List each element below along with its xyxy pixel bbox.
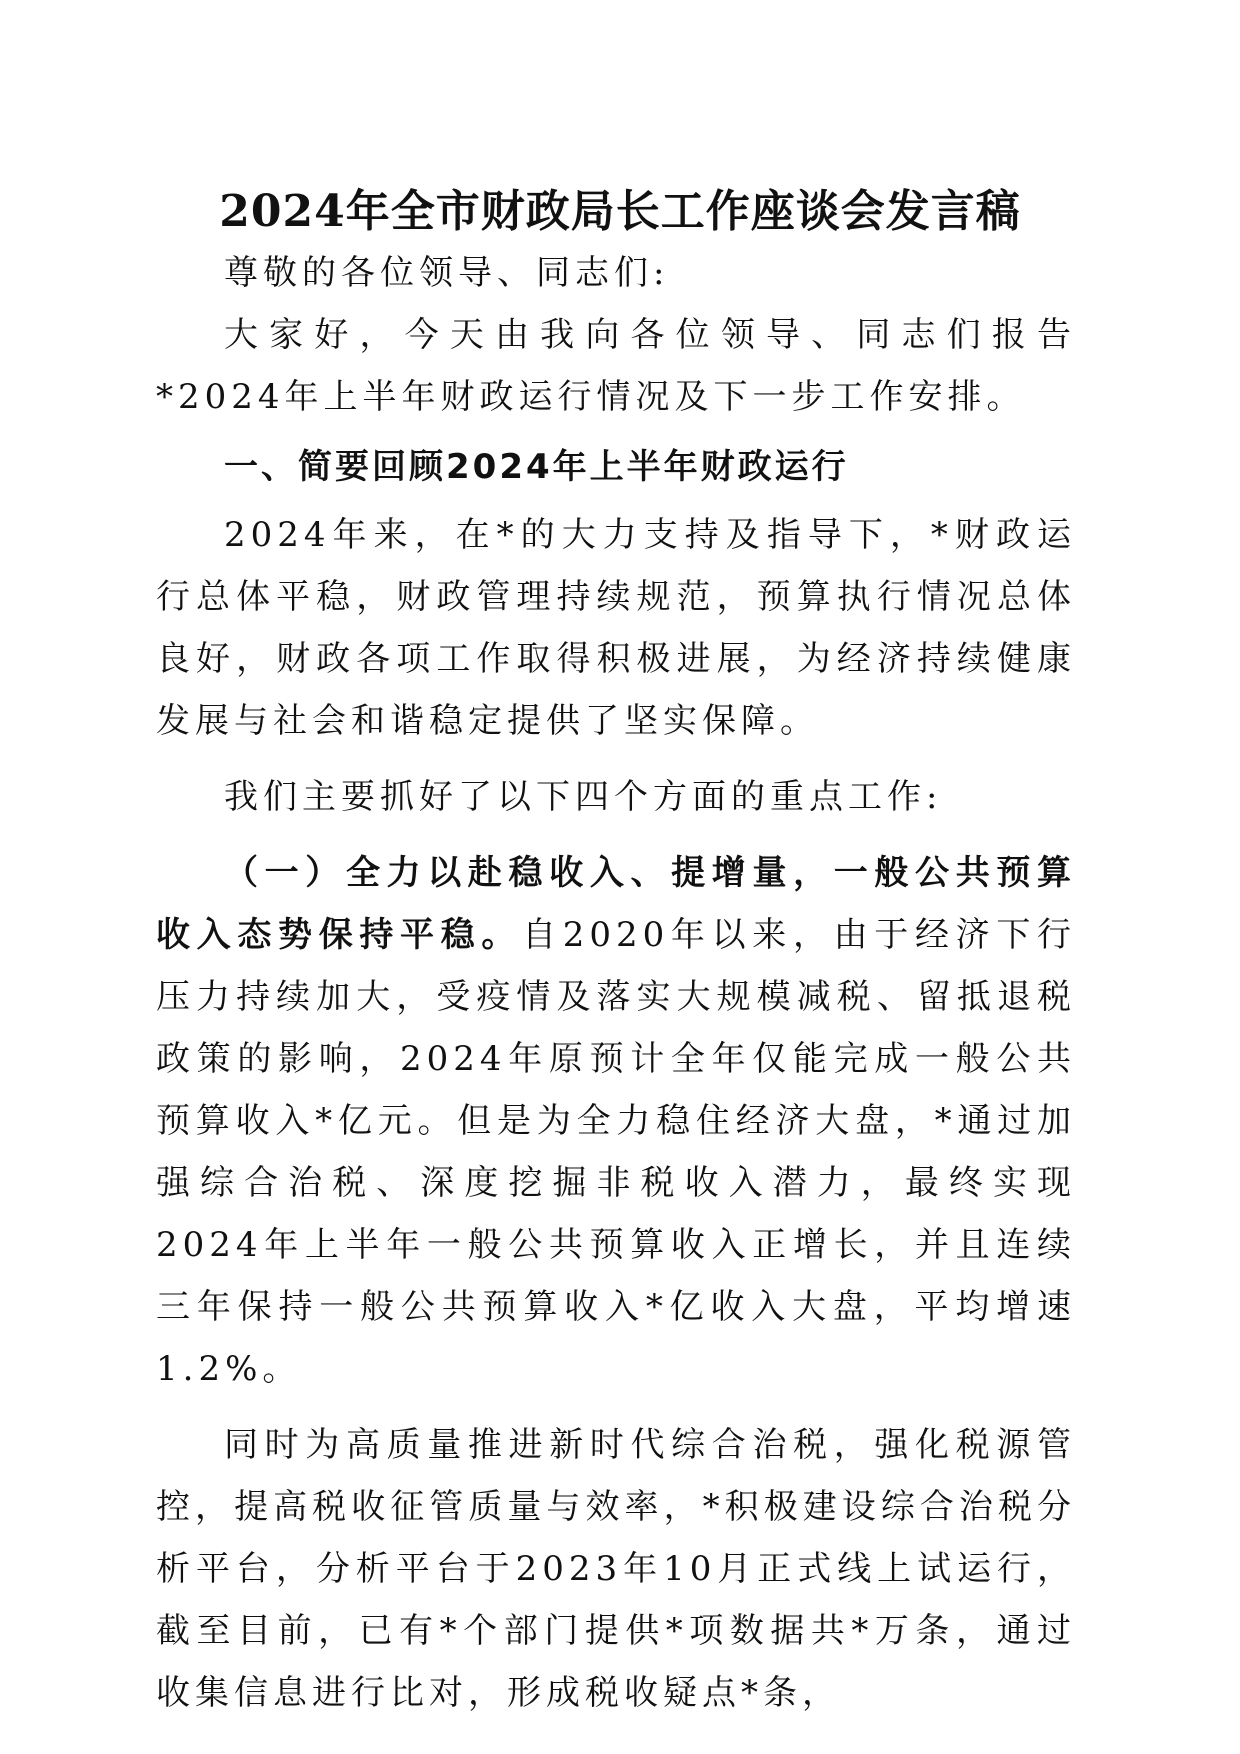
item-1-body: 自2020年以来，由于经济下行压力持续加大，受疫情及落实大规模减税、留抵退税政策的影响，2024年原预计全年仅能完成一般公共预算收入*亿元。但是为全力稳住经济大盘，*通过加强综合治税、深度挖掘非税收入潜力，最终实现2024年上半年一般公共预算收入正增长，并且连续三年保持一般公共预算收入*亿收入大盘，平均增速1.2%。 (156, 915, 1076, 1389)
paragraph-item-1 (156, 842, 1076, 1400)
intro-paragraph: 大家好，今天由我向各位领导、同志们报告*2024年上半年财政运行情况及下一步工作安排。 (156, 315, 1076, 417)
document-title: 2024年全市财政局长工作座谈会发言稿 (219, 186, 1021, 237)
section-heading-1: 一、简要回顾2024年上半年财政运行 (224, 447, 849, 487)
item-1-lead: （一）全力以赴稳收入、提增量，一般公共预算收入态势保持平稳。 (156, 853, 1076, 955)
salutation: 尊敬的各位领导、同志们: (224, 253, 670, 293)
paragraph-key-work: 我们主要抓好了以下四个方面的重点工作: (224, 777, 943, 817)
paragraph-tax-platform: 同时为高质量推进新时代综合治税，强化税源管控，提高税收征管质量与效率，*积极建设综合治税分析平台，分析平台于2023年10月正式线上试运行，截至目前，已有*个部门提供*项数据共*万条，通过收集信息进行比对，形成税收疑点*条， (156, 1425, 1076, 1713)
paragraph-overview: 2024年来，在*的大力支持及指导下，*财政运行总体平稳，财政管理持续规范，预算执行情况总体良好，财政各项工作取得积极进展，为经济持续健康发展与社会和谐稳定提供了坚实保障。 (156, 515, 1076, 741)
document-body (156, 242, 1076, 1724)
